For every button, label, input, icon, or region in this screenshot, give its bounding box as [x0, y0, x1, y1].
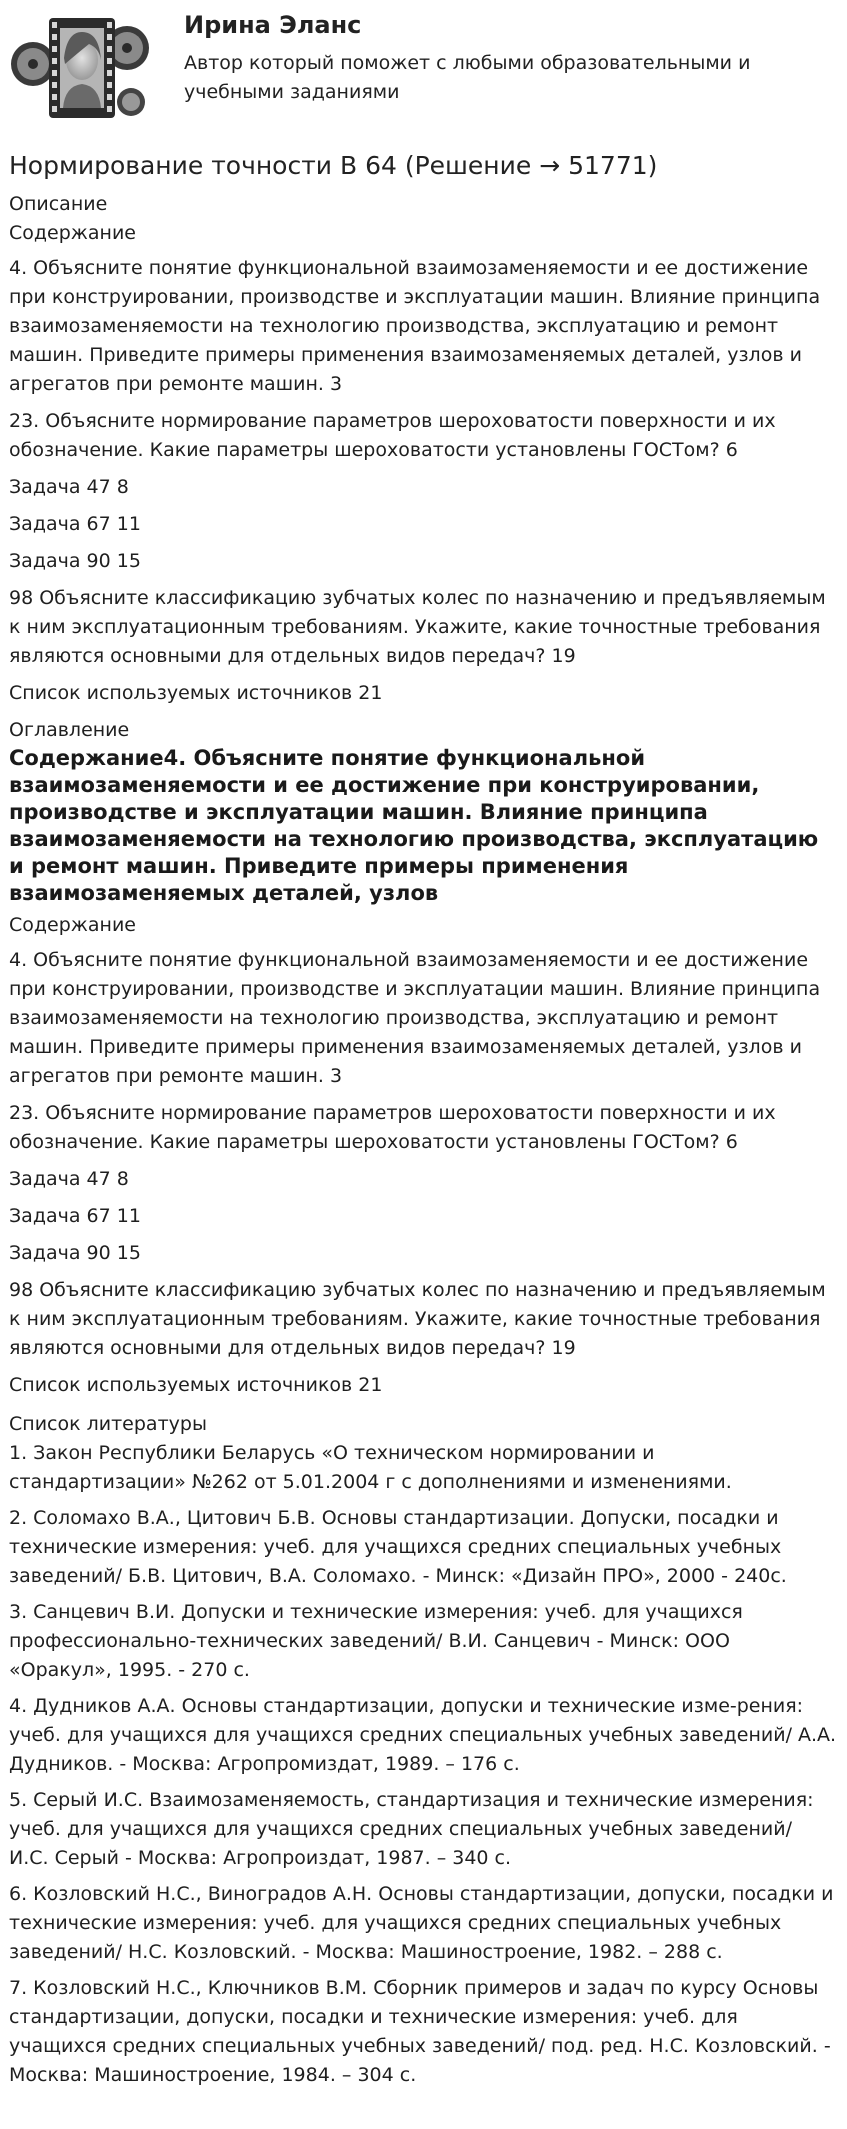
contents-item: 4. Объясните понятие функциональной взаимозаменяемости и ее достижение при конструировании, производстве и эксплуатации машин. Влияние принципа взаимозаменяемости на технологию производства, эксплуатацию и ремонт машин. Приведите примеры применения взаимозаменяемых деталей, узлов и агрегатов при ремонте машин. 3	[9, 949, 821, 1087]
reference-item: 4. Дудников А.А. Основы стандартизации, допуски и технические изме-рения: учеб. для учащихся для учащихся средних специальных учебных заведений/ А.А. Дудников. - Москва: Агропромиздат, 1989. – 176 с.	[9, 1695, 837, 1775]
toc-label: Оглавление	[9, 719, 130, 741]
contents-label-2: Содержание	[9, 914, 136, 936]
contents-item: Список используемых источников 21	[9, 1374, 383, 1396]
contents-item: 98 Объясните классификацию зубчатых колес по назначению и предъявляемым к ним эксплуатационным требованиям. Укажите, какие точностные требования являются основными для отдельных видов передач? 19	[9, 1279, 826, 1359]
reference-item: 3. Санцевич В.И. Допуски и технические измерения: учеб. для учащихся профессионально-технических заведений/ В.И. Санцевич - Минск: ООО «Оракул», 1995. - 270 с.	[9, 1601, 743, 1681]
contents-item: Задача 90 15	[9, 550, 141, 572]
contents-item: Задача 67 11	[9, 1205, 141, 1227]
contents-list-2	[9, 946, 837, 1400]
reference-item: 5. Серый И.С. Взаимозаменяемость, стандартизация и технические измерения: учеб. для учащихся для учащихся средних специальных учебных заведений/ И.С. Серый - Москва: Агропроиздат, 1987. – 340 с.	[9, 1789, 814, 1869]
reference-item: 1. Закон Республики Беларусь «О техническом нормировании и стандартизации» №262 от 5.01.2004 г с дополнениями и изменениями.	[9, 1442, 732, 1493]
contents-item: Задача 47 8	[9, 1168, 129, 1190]
contents-item: 98 Объясните классификацию зубчатых колес по назначению и предъявляемым к ним эксплуатационным требованиям. Укажите, какие точностные требования являются основными для отдельных видов передач? 19	[9, 587, 826, 667]
description-label: Описание	[9, 193, 108, 215]
author-name[interactable]: Ирина Эланс	[184, 11, 362, 39]
reference-item: 2. Соломахо В.А., Цитович Б.В. Основы стандартизации. Допуски, посадки и технические измерения: учеб. для учащихся средних специальных учебных заведений/ Б.В. Цитович, В.А. Соломахо. - Минск: «Дизайн ПРО», 2000 - 240с.	[9, 1507, 787, 1587]
contents-list	[9, 254, 837, 708]
contents-item: 23. Объясните нормирование параметров шероховатости поверхности и их обозначение. Какие параметры шероховатости установлены ГОСТом? 6	[9, 1102, 776, 1153]
contents-item: 23. Объясните нормирование параметров шероховатости поверхности и их обозначение. Какие параметры шероховатости установлены ГОСТом? 6	[9, 410, 776, 461]
toc-heading: Содержание4. Объясните понятие функциональной взаимозаменяемости и ее достижение при конструировании, производстве и эксплуатации машин. Влияние принципа взаимозаменяемости на технологию производства, эксплуатацию и ремонт машин. Приведите примеры применения взаимозаменяемых деталей, узлов	[9, 746, 819, 905]
author-avatar	[9, 8, 150, 129]
bibliography-label: Список литературы	[9, 1413, 207, 1435]
contents-label: Содержание	[9, 222, 136, 244]
contents-item: 4. Объясните понятие функциональной взаимозаменяемости и ее достижение при конструировании, производстве и эксплуатации машин. Влияние принципа взаимозаменяемости на технологию производства, эксплуатацию и ремонт машин. Приведите примеры применения взаимозаменяемых деталей, узлов и агрегатов при ремонте машин. 3	[9, 257, 821, 395]
author-card	[9, 6, 837, 134]
author-info	[184, 10, 804, 107]
contents-item: Задача 90 15	[9, 1242, 141, 1264]
contents-item: Задача 47 8	[9, 476, 129, 498]
bibliography	[9, 1410, 837, 2090]
reference-item: 7. Козловский Н.С., Ключников В.М. Сборник примеров и задач по курсу Основы стандартизации, допуски, посадки и технические измерения: учеб. для учащихся средних специальных учебных заведений/ под. ред. Н.С. Козловский. - Москва: Машиностроение, 1984. – 304 с.	[9, 1977, 831, 2086]
contents-item: Задача 67 11	[9, 513, 141, 535]
reference-item: 6. Козловский Н.С., Виноградов А.Н. Основы стандартизации, допуски, посадки и технические измерения: учеб. для учащихся средних специальных учебных заведений/ Н.С. Козловский. - Москва: Машиностроение, 1982. – 288 с.	[9, 1883, 834, 1963]
contents-item: Список используемых источников 21	[9, 682, 383, 704]
author-description: Автор который поможет с любыми образовательными и учебными заданиями	[184, 52, 751, 103]
page-title: Нормирование точности В 64 (Решение → 51771)	[9, 151, 658, 180]
